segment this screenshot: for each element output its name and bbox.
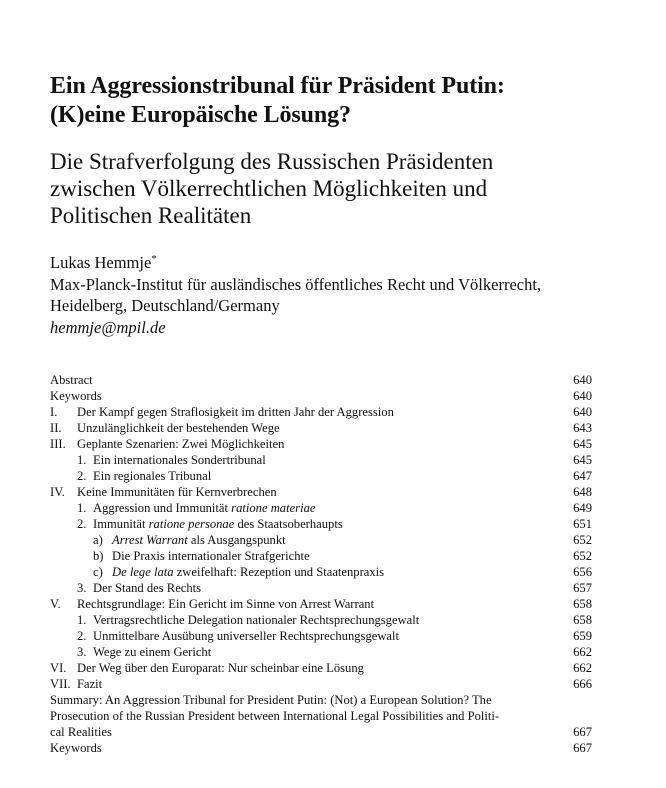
toc-page: 643 [573, 421, 592, 435]
toc-label-part: Aggression und Immunität [93, 501, 232, 515]
toc-page: 666 [573, 677, 592, 691]
author-name-line [50, 252, 610, 274]
toc-label: Die Praxis internationaler Strafgerichte [112, 549, 310, 563]
toc-page: 662 [573, 661, 592, 675]
toc-page: 647 [573, 469, 592, 483]
subtitle-line-2: zwischen Völkerrechtlichen Möglichkeiten und [50, 176, 488, 201]
toc-number: 3. [77, 645, 87, 659]
toc-number: a) [93, 533, 103, 547]
toc-label-part: Immunität [93, 517, 149, 531]
toc-entry-section-3-2[interactable] [50, 468, 592, 484]
toc-entry-section-4-3[interactable] [50, 580, 592, 596]
toc-page: 658 [573, 597, 592, 611]
toc-summary-line-1: Summary: An Aggression Tribunal for President Putin: (Not) a European Solution? The [50, 693, 492, 707]
subtitle-line-1: Die Strafverfolgung des Russischen Präsidenten [50, 149, 494, 174]
toc-label [112, 564, 384, 580]
toc-page: 640 [573, 373, 592, 387]
toc-label: Geplante Szenarien: Zwei Möglichkeiten [77, 437, 285, 451]
toc-number: V. [50, 597, 61, 611]
toc-page: 656 [573, 565, 592, 579]
toc-entry-section-4[interactable] [50, 484, 592, 500]
toc-number: 1. [77, 453, 87, 467]
toc-summary-line-2: Prosecution of the Russian President between International Legal Possibilities and Politi- [50, 709, 500, 723]
toc-entry-section-3-1[interactable] [50, 452, 592, 468]
toc-page: 652 [573, 533, 592, 547]
toc-label: Abstract [50, 373, 93, 387]
author-email[interactable]: hemmje@mpil.de [50, 317, 166, 337]
toc-entry-section-5-1[interactable] [50, 612, 592, 628]
toc-entry-section-4-2-a[interactable] [50, 532, 592, 548]
toc-label: Vertragsrechtliche Delegation nationaler Rechtsprechungsgewalt [93, 613, 420, 627]
toc-entry-abstract[interactable] [50, 372, 592, 388]
toc-number: b) [93, 549, 104, 563]
toc-page: 667 [573, 725, 592, 739]
toc-label: Unzulänglichkeit der bestehenden Wege [77, 421, 280, 435]
toc-label-part: zweifelhaft: Rezeption und Staatenpraxis [173, 565, 385, 579]
toc-label [93, 500, 315, 516]
article-subtitle [50, 148, 610, 229]
author-affiliation-line-2: Heidelberg, Deutschland/Germany [50, 296, 280, 315]
title-line-1: Ein Aggressionstribunal für Präsident Putin: [50, 73, 505, 99]
toc-label: Unmittelbare Ausübung universeller Rechtsprechungsgewalt [93, 629, 400, 643]
toc-entry-section-4-2[interactable] [50, 516, 592, 532]
toc-label: Der Stand des Rechts [93, 581, 202, 595]
toc-label: Keine Immunitäten für Kernverbrechen [77, 485, 277, 499]
toc-number: c) [93, 565, 103, 579]
toc-label-latin-term: ratione materiae [231, 501, 316, 515]
toc-number: I. [50, 405, 58, 419]
toc-entry-section-5[interactable] [50, 596, 592, 612]
toc-label: Keywords [50, 389, 102, 403]
toc-number: 1. [77, 501, 87, 515]
toc-page: 648 [573, 485, 592, 499]
toc-page: 651 [573, 517, 592, 531]
toc-label [93, 516, 343, 532]
toc-page: 658 [573, 613, 592, 627]
toc-label: Der Kampf gegen Straflosigkeit im dritten Jahr der Aggression [77, 405, 394, 419]
toc-entry-section-7[interactable] [50, 676, 592, 692]
toc-number: VII. [50, 677, 71, 691]
author-footnote-mark[interactable]: * [151, 253, 157, 265]
toc-number: 2. [77, 469, 87, 483]
subtitle-line-3: Politischen Realitäten [50, 203, 252, 228]
toc-page: 645 [573, 453, 592, 467]
toc-label: Keywords [50, 741, 102, 755]
toc-label-case-name: Arrest Warrant [112, 533, 188, 547]
table-of-contents [50, 372, 592, 756]
toc-label-latin-term: ratione personae [148, 517, 235, 531]
toc-page: 657 [573, 581, 592, 595]
toc-number: IV. [50, 485, 65, 499]
toc-entry-section-2[interactable] [50, 420, 592, 436]
toc-entry-section-5-3[interactable] [50, 644, 592, 660]
toc-entry-section-3[interactable] [50, 436, 592, 452]
toc-page: 667 [573, 741, 592, 755]
toc-entry-section-6[interactable] [50, 660, 592, 676]
toc-entry-section-4-2-b[interactable] [50, 548, 592, 564]
toc-page: 640 [573, 389, 592, 403]
author-affiliation-line-1: Max-Planck-Institut für ausländisches öffentliches Recht und Völkerrecht, [50, 274, 542, 294]
toc-label: Rechtsgrundlage: Ein Gericht im Sinne von Arrest Warrant [77, 597, 375, 611]
article-title [50, 72, 610, 130]
toc-page: 659 [573, 629, 592, 643]
toc-page: 645 [573, 437, 592, 451]
toc-label [112, 532, 286, 548]
toc-number: VI. [50, 661, 67, 675]
toc-number: III. [50, 437, 66, 451]
toc-entry-section-4-2-c[interactable] [50, 564, 592, 580]
toc-label-part: des Staatsoberhaupts [234, 517, 343, 531]
toc-page: 649 [573, 501, 592, 515]
toc-number: II. [50, 421, 62, 435]
toc-number: 2. [77, 517, 87, 531]
toc-label: Ein regionales Tribunal [93, 469, 212, 483]
author-block [50, 252, 610, 338]
toc-page: 652 [573, 549, 592, 563]
toc-entry-keywords-english[interactable] [50, 740, 592, 756]
toc-label-latin-term: De lege lata [112, 565, 174, 579]
toc-page: 662 [573, 645, 592, 659]
toc-entry-section-4-1[interactable] [50, 500, 592, 516]
author-name: Lukas Hemmje [50, 253, 152, 272]
toc-entry-summary[interactable] [50, 692, 592, 740]
toc-entry-keywords[interactable] [50, 388, 592, 404]
toc-entry-section-1[interactable] [50, 404, 592, 420]
toc-label: Fazit [77, 677, 103, 691]
toc-number: 1. [77, 613, 87, 627]
toc-summary-line-3: cal Realities [50, 725, 112, 739]
toc-page: 640 [573, 405, 592, 419]
toc-number: 2. [77, 629, 87, 643]
title-line-2: (K)eine Europäische Lösung? [50, 102, 351, 128]
toc-entry-section-5-2[interactable] [50, 628, 592, 644]
toc-number: 3. [77, 581, 87, 595]
toc-label: Ein internationales Sondertribunal [93, 453, 266, 467]
toc-label: Wege zu einem Gericht [93, 645, 212, 659]
toc-label-part: als Ausgangspunkt [187, 533, 286, 547]
toc-label: Der Weg über den Europarat: Nur scheinbar eine Lösung [77, 661, 364, 675]
